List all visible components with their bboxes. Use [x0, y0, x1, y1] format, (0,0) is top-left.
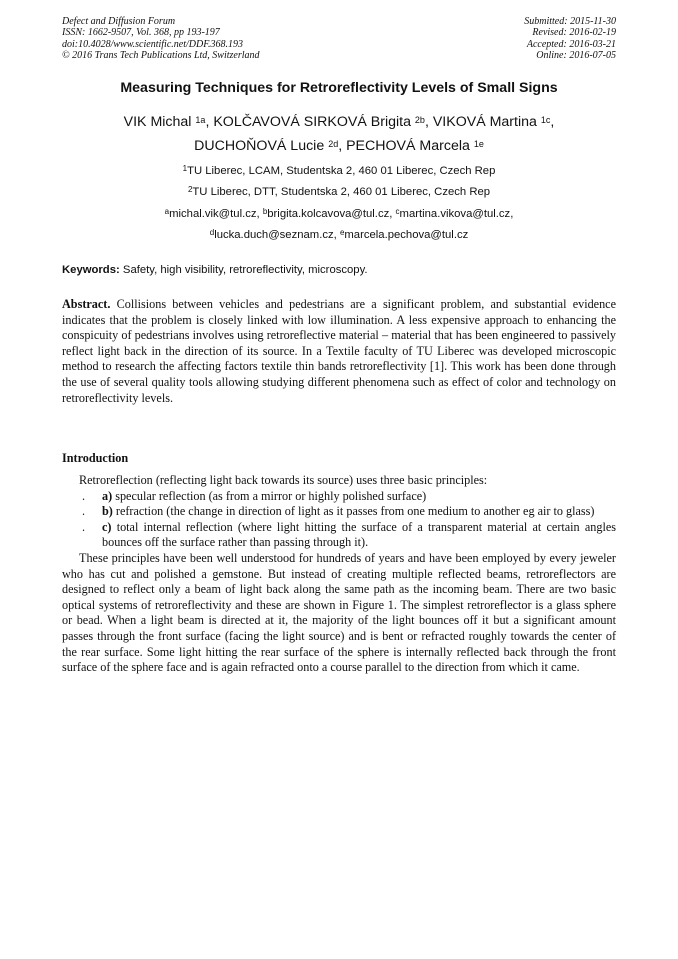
principles-list: [62, 489, 616, 551]
list-item: [62, 504, 616, 520]
email-line-2: $^d$lucka.duch@seznam.cz, $^e$marcela.pechova@tul.cz: [209, 228, 469, 241]
affiliation-1: [62, 164, 616, 178]
affiliation-mark: 2: [187, 185, 193, 194]
bullet-key: b): [102, 504, 113, 519]
affiliation-mark: 1: [182, 164, 188, 173]
author-line-2: DUCHOŇOVÁ Lucie $^{2d}$, PECHOVÁ Marcela $^{1e}$: [194, 138, 484, 154]
issn-volume: ISSN: 1662-9507, Vol. 368, pp 193-197: [62, 27, 220, 39]
author-name: PECHOVÁ Marcela: [346, 138, 470, 154]
copyright: © 2016 Trans Tech Publications Ltd, Switzerland: [62, 50, 260, 62]
abstract: [62, 297, 616, 406]
submitted-date: Submitted: 2015-11-30: [524, 16, 616, 27]
list-item: [62, 489, 616, 505]
abstract-label: Abstract.: [62, 297, 111, 311]
email-mark: d: [209, 228, 215, 237]
author-mark: 1c: [540, 115, 551, 125]
journal-name: Defect and Diffusion Forum: [62, 16, 176, 27]
accepted-date: Accepted: 2016-03-21: [526, 38, 616, 50]
bullet-marker: .: [82, 519, 86, 534]
email-mark: a: [164, 207, 170, 216]
keywords: [62, 264, 616, 276]
affiliation-text: TU Liberec, DTT, Studentska 2, 460 01 Liberec, Czech Rep: [192, 186, 491, 198]
email: michal.vik@tul.cz: [169, 208, 257, 220]
paper-title: Measuring Techniques for Retroreflectivity Levels of Small Signs: [120, 80, 558, 96]
email: lucka.duch@seznam.cz: [214, 229, 334, 241]
revised-date: Revised: 2016-02-19: [532, 27, 616, 39]
email: brigita.kolcavova@tul.cz: [267, 208, 390, 220]
bullet-key: c): [102, 519, 112, 534]
keywords-label: Keywords:: [62, 264, 120, 276]
author-mark: 2d: [328, 139, 339, 149]
bullet-text: total internal reflection (where light hitting the surface of a transparent material at certain angles bounces off the surface rather than passing through it).: [102, 519, 616, 550]
bullet-marker: .: [82, 488, 86, 503]
publication-dates: [524, 16, 616, 62]
email-mark: c: [395, 207, 400, 216]
intro-lead: Retroreflection (reflecting light back towards its source) uses three basic principles:: [79, 473, 488, 487]
bullet-text: specular reflection (as from a mirror or highly polished surface): [115, 488, 427, 503]
author-line-1: VIK Michal $^{1a}$, KOLČAVOVÁ SIRKOVÁ Brigita $^{2b}$, VIKOVÁ Martina $^{1c}$,: [123, 114, 555, 130]
affiliation-2: [62, 185, 616, 199]
intro-paragraph: These principles have been well understood for hundreds of years and have been employed by every jeweler who has cut and polished a gemstone. But instead of creating multiple reflected beams, retroreflectors are designed to reflect only a beam of light back along the same path as the incoming beam. There are two basic optical systems of retroreflectivity and these are shown in Figure 1. The simplest retroreflector is a glass sphere or bead. When a light beam is directed at it, the majority of the light bounces off it but a significant amount passes through the front surface (facing the light source) and is bent or refracted roughly towards the center of the rear surface. Some light hitting the rear surface of the sphere is internally reflected back through the front surface of the sphere face and is again refracted onto a course parallel to the direction from which it came.: [62, 550, 616, 675]
author-mark: 1a: [195, 115, 206, 125]
author-name: KOLČAVOVÁ SIRKOVÁ Brigita: [213, 114, 411, 130]
bullet-key: a): [102, 488, 113, 503]
author-name: DUCHOŇOVÁ Lucie: [194, 138, 325, 154]
abstract-text: Collisions between vehicles and pedestrians are a significant problem, and substantial evidence indicates that the problem is closely linked with low illumination. A less expensive approach to enhancing the conspicuity of pedestrians involves using retroreflective material – material that has been engineered to passively reflect light back in the direction of its source. In a Textile faculty of TU Liberec was developed microscopic method to research the affecting factors textile thin bands retroreflectivity [1]. This work has been done through the use of several quality tools allowing studying different phenomena such as effect of color and technology on retroreflectivity levels.: [62, 297, 616, 405]
email: martina.vikova@tul.cz: [399, 208, 511, 220]
bullet-text: refraction (the change in direction of light as it passes from one medium to another eg air to glass): [115, 504, 595, 519]
list-item: [62, 520, 616, 551]
email-mark: b: [262, 207, 268, 216]
journal-info: [62, 16, 260, 62]
email-line-1: $^a$michal.vik@tul.cz, $^b$brigita.kolcavova@tul.cz, $^c$martina.vikova@tul.cz,: [164, 207, 514, 220]
section-heading-introduction: Introduction: [62, 451, 129, 465]
author-mark: 2b: [414, 115, 425, 125]
introduction-body: [62, 473, 616, 676]
online-date: Online: 2016-07-05: [536, 50, 616, 62]
author-mark: 1e: [473, 139, 484, 149]
author-name: VIKOVÁ Martina: [432, 114, 537, 130]
author-name: VIK Michal: [123, 114, 192, 130]
email: marcela.pechova@tul.cz: [344, 229, 469, 241]
email-mark: e: [339, 228, 345, 237]
keywords-text: Safety, high visibility, retroreflectivity, microscopy.: [122, 264, 368, 276]
affiliation-text: TU Liberec, LCAM, Studentska 2, 460 01 Liberec, Czech Rep: [187, 165, 496, 177]
bullet-marker: .: [82, 504, 86, 519]
doi: doi:10.4028/www.scientific.net/DDF.368.193: [62, 38, 244, 50]
